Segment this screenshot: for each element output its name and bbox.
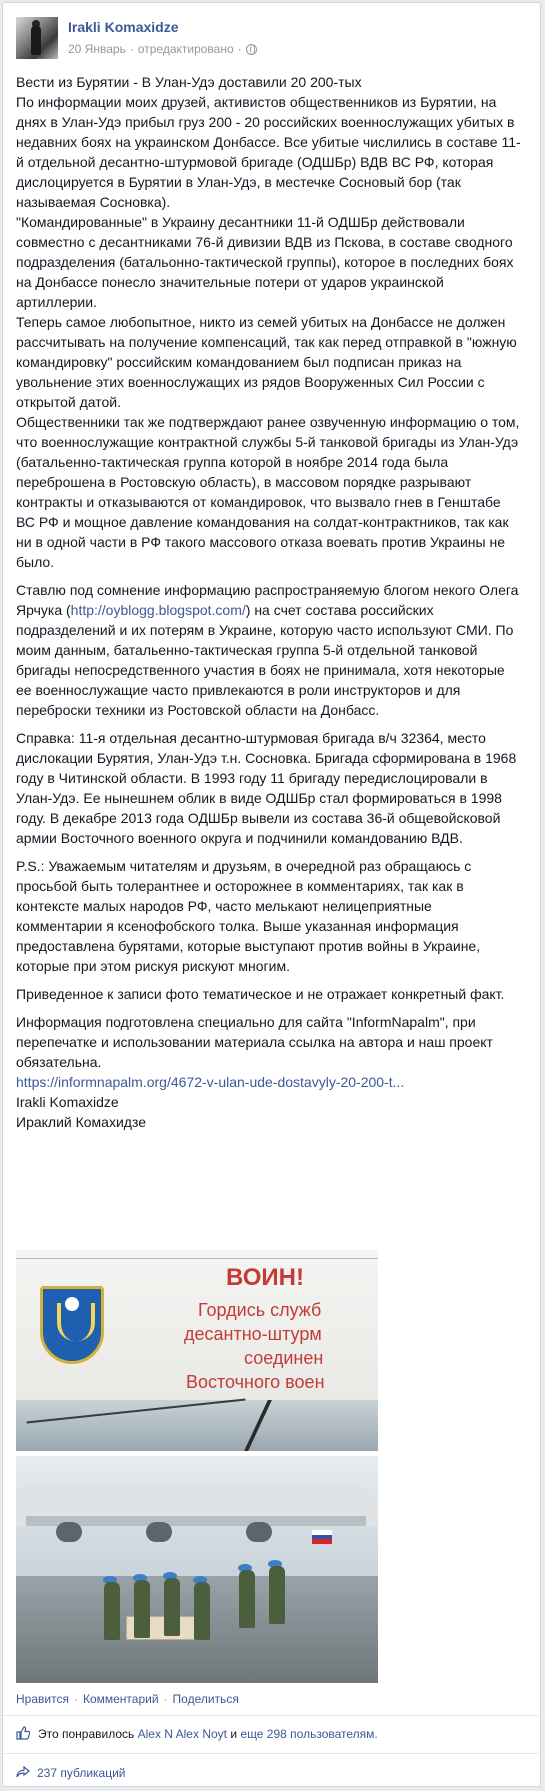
comment-link[interactable]: Комментарий xyxy=(82,1692,159,1706)
banner-text-4: соединен xyxy=(244,1348,324,1368)
wings-icon xyxy=(57,1303,95,1341)
meta-separator: · xyxy=(129,42,134,56)
likes-others[interactable]: еще 298 пользователям. xyxy=(240,1727,378,1741)
flag-icon xyxy=(312,1530,332,1544)
likes-prefix: Это понравилось xyxy=(38,1727,135,1741)
post-body xyxy=(16,72,521,1132)
soldier-figure xyxy=(104,1582,120,1640)
soldier-figure xyxy=(164,1578,180,1636)
signature-latin: Irakli Komaxidze xyxy=(16,1094,119,1110)
likes-summary xyxy=(16,1726,378,1741)
post-paragraph-5: Приведенное к записи фото тематическое и не отражает конкретный факт. xyxy=(16,986,505,1002)
banner-text-2: Гордись служб xyxy=(198,1300,322,1320)
thumbs-up-icon xyxy=(16,1726,30,1740)
shares-count-link[interactable]: 237 публикаций xyxy=(37,1766,126,1780)
author-avatar[interactable] xyxy=(16,17,58,59)
aircraft-engine xyxy=(146,1522,172,1542)
banner-bottom xyxy=(16,1400,378,1451)
aircraft-engine xyxy=(246,1522,272,1542)
action-separator: · xyxy=(163,1692,168,1706)
shares-summary xyxy=(16,1766,126,1780)
p2-text-after: ) на счет состава российских подразделений и их потерям в Украине, которую часто используют СМИ. По моим данным, батальенно-тактическая группа 5-й отдельной танковой бригады непосредственного участия в боях не принимала, хотя некоторые ее военнослужащие часто привлекаются в роли инструкторов и для переброски техники из Ростовской области на Донбасс. xyxy=(16,602,514,718)
source-link-row xyxy=(16,1072,521,1092)
post-paragraph-4: P.S.: Уважаемым читателям и друзьям, в очередной раз обращаюсь с просьбой быть толерантнее и осторожнее в комментариях, так как в контексте малых народов РФ, часто мелькают нелицеприятные комментарии я ксенофобского толка. Выше указанная информация предоставлена бурятами, которые выступают против войны в Украине, которые при этом рискуя рискуют многим. xyxy=(16,858,481,974)
post-date[interactable]: 20 Январь xyxy=(68,42,126,56)
source-link[interactable]: https://informnapalm.org/4672-v-ulan-ude-dostavyly-20-200-t... xyxy=(16,1074,405,1090)
post-paragraph-3: Справка: 11-я отдельная десантно-штурмовая бригада в/ч 32364, место дислокации Бурятия, Улан-Удэ т.н. Сосновка. Бригада сформирована в 1968 году в Читинской области. В 1993 году 11 бригаду передислоцировали в Улан-Удэ. Ее нынешнем облик в виде ОДШБр стал формироваться в 1998 году. В декабре 2013 года ОДШБр вывели из состава 36-й общевойсковой армии Восточного военного округа и подчинили командованию ВДВ. xyxy=(16,730,517,846)
post-actions xyxy=(16,1692,239,1706)
banner-line xyxy=(16,1258,378,1259)
post-paragraph-6: Информация подготовлена специально для сайта "InformNapalm", при перепечатке и использовании материала ссылка на автора и наш проект обязательна. xyxy=(16,1014,493,1070)
soldier-figure xyxy=(239,1570,255,1628)
action-separator: · xyxy=(73,1692,78,1706)
divider xyxy=(4,1753,539,1754)
soldier-figure xyxy=(269,1566,285,1624)
blog-link[interactable]: http://oyblogg.blogspot.com/ xyxy=(70,602,246,618)
post-header xyxy=(16,17,516,61)
edited-label[interactable]: отредактировано xyxy=(137,42,234,56)
post-photo-banner[interactable] xyxy=(16,1250,378,1451)
soldier-figure xyxy=(134,1580,150,1638)
post-meta xyxy=(68,42,257,56)
share-link[interactable]: Поделиться xyxy=(172,1692,239,1706)
like-link[interactable]: Нравится xyxy=(16,1692,69,1706)
author-name[interactable]: Irakli Komaxidze xyxy=(68,19,179,35)
share-arrow-icon xyxy=(16,1766,30,1778)
brigade-emblem-icon xyxy=(40,1286,104,1364)
likes-names[interactable]: Alex N Alex Noyt xyxy=(137,1727,227,1741)
post-paragraph-2 xyxy=(16,580,521,720)
signature-cyrillic: Ираклий Комахидзе xyxy=(16,1114,147,1130)
post-photo-soldiers[interactable] xyxy=(16,1456,378,1683)
likes-and: и xyxy=(230,1727,238,1741)
globe-icon[interactable] xyxy=(246,44,257,55)
post-card xyxy=(2,2,541,1787)
banner-text-3: десантно-штурм xyxy=(184,1324,322,1344)
avatar-figure xyxy=(31,25,41,55)
aircraft-engine xyxy=(56,1522,82,1542)
meta-separator-2: · xyxy=(237,42,242,56)
post-paragraph-1: Вести из Бурятии - В Улан-Удэ доставили 20 200-тых По информации моих друзей, активистов общественников из Бурятии, на днях в Улан-Удэ прибыл груз 200 - 20 российских военнослужащих убитых в недавних боях на украинском Донбассе. Все убитые числились в составе 11-й отдельной десантно-штурмовой бригаде (ОДШБр) ВДВ ВС РФ, которая дислоцируется в Бурятии в Улан-Удэ, в местечке Сосновый бор (так называемая Сосновка). "Командированные" в Украину десантники 11-й ОДШБр действовали совместно с десантниками 76-й дивизии ВДВ из Пскова, в составе сводного подразделения (батальонно-тактической группы), которое в последних боях на Донбассе понесло значительные потери от ударов украинской артиллерии. Теперь самое любопытное, никто из семей убитых на Донбассе не должен рассчитывать на получение компенсаций, так как перед отправкой в "южную командировку" российским командованием был подписан приказ на увольнение этих военнослужащих из рядов Вооруженных Сил России с открытой датой. Общественники так же подтверждают ранее озвученную информацию о том, что военнослужащие контрактной службы 5-й танковой бригады из Улан-Удэ (батальенно-тактическая группа которой в ноябре 2014 года была переброшена в Ростовскую область), в массовом порядке разрывают контракты и отказываются от командировок, что вызвало гнев в Генштабе ВС РФ и мощное давление командования на солдат-контрактников, так как ни в одной части в РФ такого массового отказа воевать против Украины не было. xyxy=(16,74,521,570)
p2-text-before: Ставлю под сомнение информацию распространяемую блогом некого Олега Ярчука ( xyxy=(16,582,519,618)
banner-text-1: ВОИН! xyxy=(226,1264,304,1291)
soldier-figure xyxy=(194,1582,210,1640)
divider xyxy=(4,1715,539,1716)
banner-text-5: Восточного воен xyxy=(186,1372,325,1392)
